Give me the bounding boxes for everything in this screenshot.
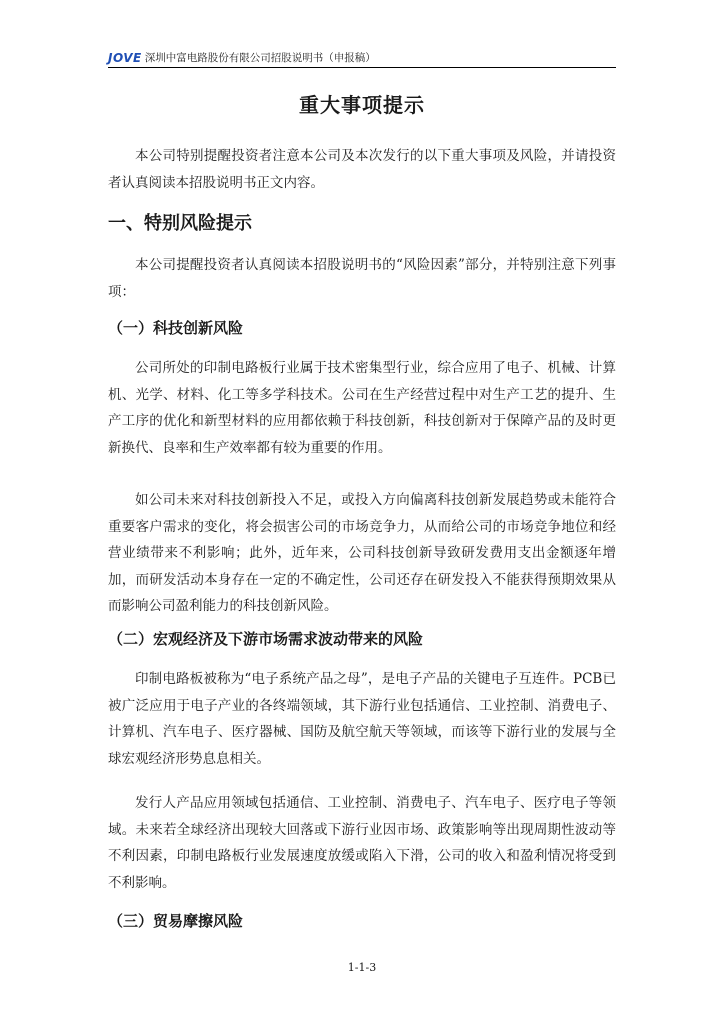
intro-paragraph: 本公司特别提醒投资者注意本公司及本次发行的以下重大事项及风险，并请投资者认真阅读本招股说明书正文内容。 (108, 148, 616, 191)
page-number: 1-1-3 (347, 961, 377, 974)
tech-innovation-paragraph-1: 公司所处的印制电路板行业属于技术密集型行业，综合应用了电子、机械、计算机、光学、材料、化工等多学科技术。公司在生产经营过程中对生产工艺的提升、生产工序的优化和新型材料的应用都依赖于科技创新，科技创新对于保障产品的及时更新换代、良率和生产效率都有较为重要的作用。 (108, 360, 616, 456)
section-heading-special-risks: 一、特别风险提示 (108, 213, 252, 234)
section-intro-paragraph: 本公司提醒投资者认真阅读本招股说明书的“风险因素”部分，并特别注意下列事项： (108, 257, 616, 300)
macro-economy-paragraph-2: 发行人产品应用领域包括通信、工业控制、消费电子、汽车电子、医疗电子等领域。未来若全球经济出现较大回落或下游行业因市场、政策影响等出现周期性波动等不利因素，印制电路板行业发展速度放缓或陷入下滑，公司的收入和盈利情况将受到不利影响。 (108, 795, 616, 891)
page-title: 重大事项提示 (299, 93, 425, 117)
tech-innovation-paragraph-2: 如公司未来对科技创新投入不足，或投入方向偏离科技创新发展趋势或未能符合重要客户需求的变化，将会损害公司的市场竞争力，从而给公司的市场竞争地位和经营业绩带来不利影响；此外，近年来，公司科技创新导致研发费用支出金额逐年增加，而研发活动本身存在一定的不确定性，公司还存在研发投入不能获得预期效果从而影响公司盈利能力的科技创新风险。 (108, 492, 616, 614)
subsection-heading-macro-economy: （二）宏观经济及下游市场需求波动带来的风险 (108, 630, 424, 648)
header-document-title: 深圳中富电路股份有限公司招股说明书（申报稿） (144, 52, 376, 64)
subsection-heading-trade-friction: （三）贸易摩擦风险 (108, 912, 244, 930)
macro-economy-paragraph-1: 印制电路板被称为“电子系统产品之母”，是电子产品的关键电子互连件。PCB已被广泛应用于电子产业的各终端领域，其下游行业包括通信、工业控制、消费电子、计算机、汽车电子、医疗器械、国防及航空航天等领域，而该等下游行业的发展与全球宏观经济形势息息相关。 (108, 671, 616, 767)
subsection-heading-tech-innovation: （一）科技创新风险 (108, 319, 244, 337)
page-header (108, 47, 616, 68)
company-logo: JOVE (108, 51, 142, 65)
